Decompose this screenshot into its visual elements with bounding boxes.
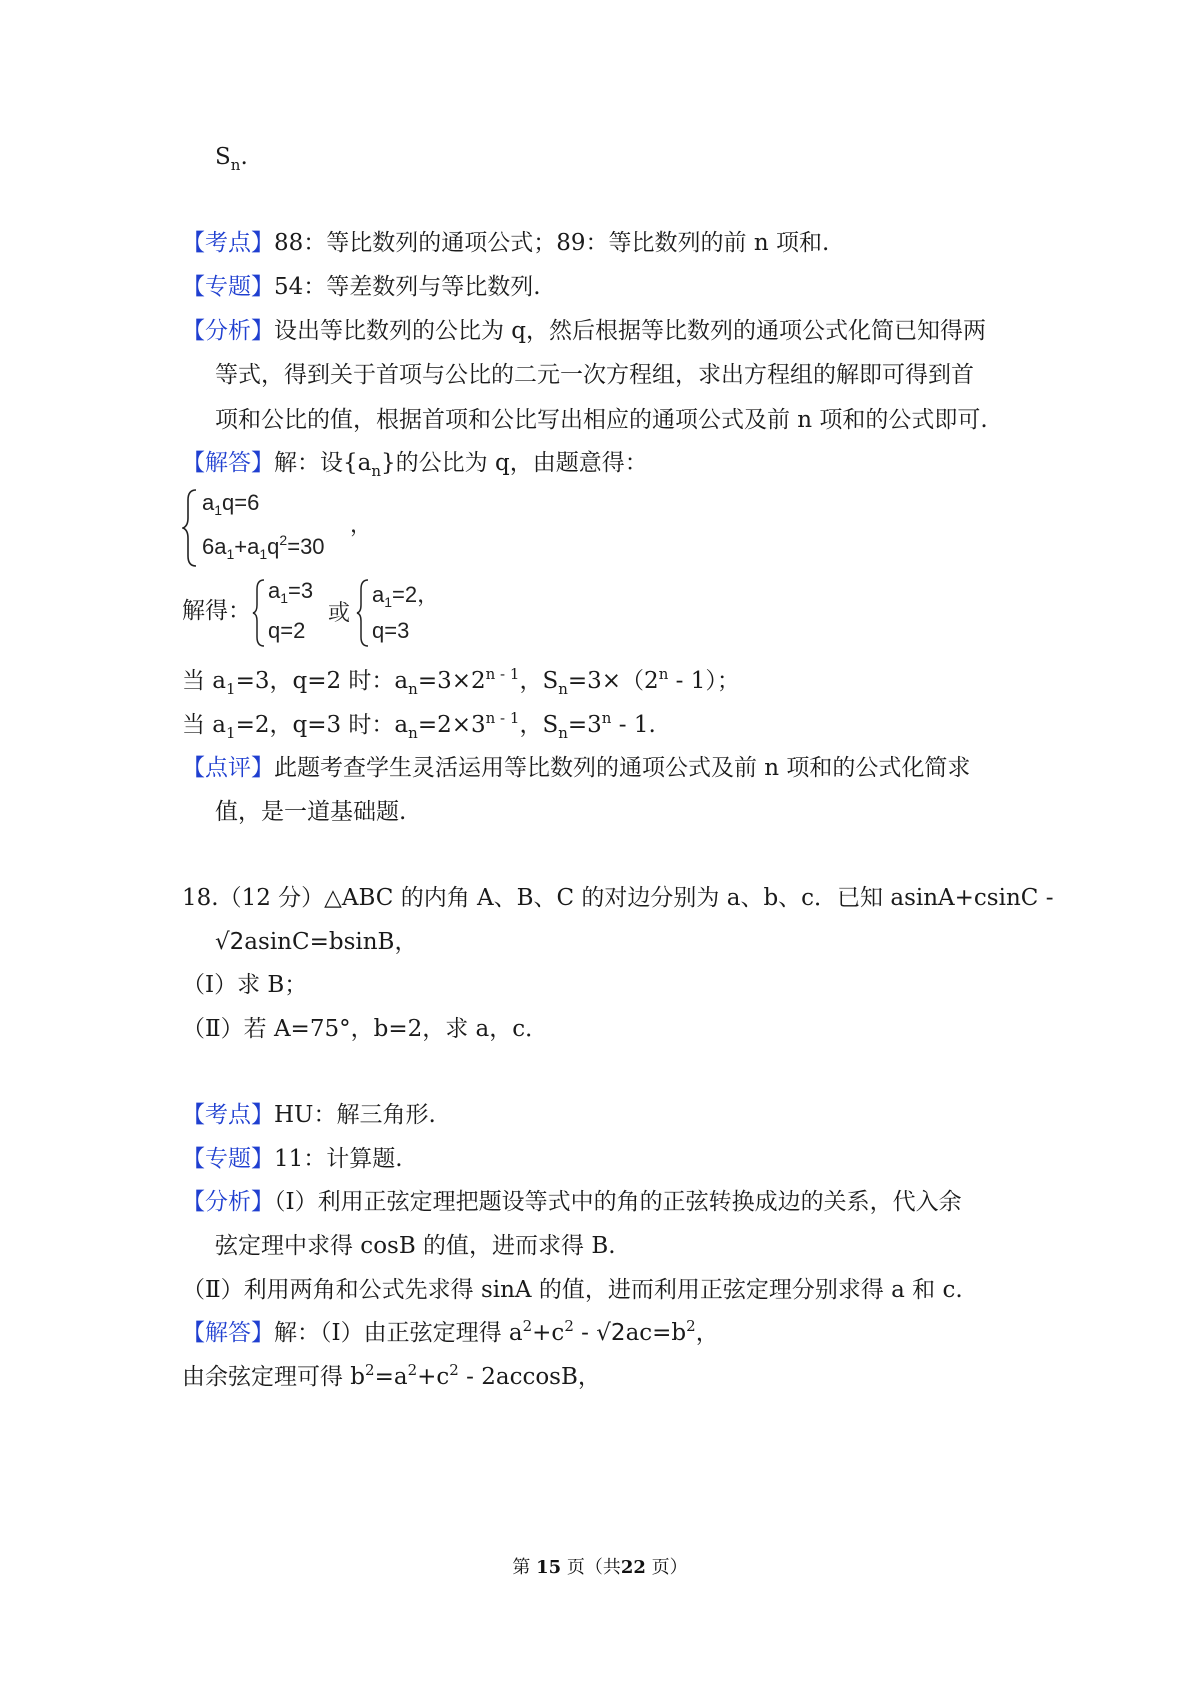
dianping-text: 此题考查学生灵活运用等比数列的通项公式及前 n 项和的公式化简求: [274, 755, 971, 781]
sysA-a: a: [268, 578, 281, 603]
sn-fragment: [215, 142, 248, 174]
fenxi-text: （Ⅰ）利用正弦定理把题设等式中的角的正弦转换成边的关系，代入余: [274, 1189, 962, 1215]
sysB-sub: 1: [384, 594, 393, 610]
sys1r2-a: 6a: [202, 534, 227, 559]
q17-jieda: [182, 448, 648, 480]
ln-p4: - 2accosB，: [458, 1364, 601, 1390]
page-number: 15: [536, 1557, 562, 1578]
zhuanti-tag: 【专题】: [182, 274, 274, 300]
sys1-row1: [202, 490, 259, 516]
c2-sub1: 1: [226, 724, 236, 742]
sys1r2-c: q: [267, 534, 280, 559]
sys1-row2: [202, 534, 325, 560]
footer-post: 页）: [651, 1557, 688, 1578]
sysB-row2: q=3: [372, 618, 410, 643]
kaodian-tag: 【考点】: [182, 230, 274, 256]
q17-dianping-line1: [182, 753, 970, 783]
ln-p1: 由余弦定理可得 b: [182, 1364, 366, 1390]
sysA-row2: q=2: [268, 618, 306, 643]
sn-symbol: S: [215, 144, 231, 170]
q18-title-line2: [215, 927, 417, 957]
jieda-text-a: 解：设{a: [274, 450, 372, 476]
jd-p3: -: [573, 1320, 597, 1346]
c1-p1: 当 a: [182, 668, 227, 694]
ln-sup3: 2: [449, 1361, 459, 1379]
page-footer: [0, 1553, 1200, 1579]
q18-title-line1: 18.（12 分）△ABC 的内角 A、B、C 的对边分别为 a、b、c．已知 asinA+csinC -: [182, 885, 1054, 911]
sysB-rest: =2: [392, 582, 418, 607]
q18-fenxi-line3: （Ⅱ）利用两角和公式先求得 sinA 的值，进而利用正弦定理分别求得 a 和 c.: [182, 1277, 963, 1303]
ln-sup2: 2: [407, 1361, 418, 1379]
zhuanti-tag: 【专题】: [182, 1146, 274, 1172]
c1-p6: - 1）；: [668, 668, 740, 694]
q17-fenxi-line1: [182, 316, 986, 346]
fenxi-text: 设出等比数列的公比为 q，然后根据等比数列的通项公式化简已知得两: [274, 318, 987, 344]
jd-sup2: 2: [564, 1317, 574, 1335]
q18-jieda: [182, 1318, 719, 1350]
q17-zhuanti: [182, 272, 541, 302]
jieda-text-b: }的公比为 q，由题意得：: [381, 450, 648, 476]
sysB-row1: [372, 578, 439, 609]
jd-p2: +c: [532, 1320, 565, 1346]
c2-sub2: n: [408, 724, 418, 742]
c2-sub3: n: [558, 724, 568, 742]
jd-sup3: 2: [686, 1317, 696, 1335]
jieda-sub: n: [371, 462, 382, 480]
sys1-rest: q=6: [222, 490, 260, 515]
q18-zhuanti: [182, 1144, 403, 1174]
jd-p5: ，: [695, 1320, 719, 1346]
left-brace-icon: [182, 488, 198, 568]
c1-p3: =3×2: [417, 668, 486, 694]
sysA-row1: [268, 578, 313, 604]
dianping-tag: 【点评】: [182, 755, 274, 781]
sys1r2-d: =30: [287, 534, 325, 559]
sys1-a: a: [202, 490, 215, 515]
ln-p3: +c: [417, 1364, 450, 1390]
c1-sub3: n: [558, 680, 568, 698]
fenxi-tag: 【分析】: [182, 1189, 274, 1215]
jd-p4: ac=b: [625, 1320, 687, 1346]
jieda-tag: 【解答】: [182, 1320, 274, 1346]
q18-fenxi-line1: [182, 1187, 962, 1217]
zhuanti-text: 11：计算题.: [274, 1146, 403, 1172]
q17-kaodian: [182, 228, 829, 258]
footer-mid: 页（共: [566, 1557, 621, 1578]
c2-p3: =2×3: [417, 712, 486, 738]
sys1r2-b: +a: [234, 534, 260, 559]
q17-fenxi-line2: 等式，得到关于首项与公比的二元一次方程组，求出方程组的解即可得到首: [215, 362, 974, 388]
q18-title-rest: asinC=bsinB，: [244, 929, 418, 955]
jd-p1: 解：（Ⅰ）由正弦定理得 a: [274, 1320, 523, 1346]
left-brace-icon: [356, 578, 370, 648]
equation-system-1: [182, 488, 382, 568]
q18-cosine-law-line: [182, 1362, 601, 1394]
sys1r2-sub1: 1: [226, 546, 235, 562]
zhuanti-text: 54：等差数列与等比数列.: [274, 274, 541, 300]
sqrt2-symbol: √2: [215, 929, 245, 955]
c1-p5: =3×（2: [567, 668, 659, 694]
sn-period: .: [240, 144, 248, 170]
sys1-comma: ，: [350, 512, 373, 537]
total-pages: 22: [620, 1557, 646, 1578]
q17-dianping-line2: 值，是一道基础题.: [215, 799, 407, 825]
jd-sup1: 2: [522, 1317, 533, 1335]
ln-p2: =a: [374, 1364, 408, 1390]
c2-p5: =3: [567, 712, 602, 738]
sysB-comma: ，: [417, 582, 440, 607]
c1-p2: =3，q=2 时：a: [235, 668, 409, 694]
q17-fenxi-line3: 项和公比的值，根据首项和公比写出相应的通项公式及前 n 项和的公式即可.: [215, 407, 988, 433]
sn-subscript: n: [230, 156, 241, 174]
equation-system-solutions: [252, 578, 452, 650]
kaodian-text: 88：等比数列的通项公式；89：等比数列的前 n 项和.: [274, 230, 830, 256]
c1-sub2: n: [408, 680, 418, 698]
kaodian-text: HU：解三角形.: [274, 1102, 436, 1128]
q18-part1: （Ⅰ）求 B；: [182, 972, 308, 998]
c2-p4: ，S: [519, 712, 559, 738]
sysA-sub: 1: [280, 590, 289, 606]
c1-sup1: n - 1: [485, 665, 520, 683]
c2-p2: =2，q=3 时：a: [235, 712, 409, 738]
sys1r2-sub2: 1: [259, 546, 268, 562]
q18-kaodian: [182, 1100, 436, 1130]
or-label: 或: [328, 601, 351, 626]
c1-sub1: 1: [226, 680, 236, 698]
sysA-rest: =3: [288, 578, 314, 603]
fenxi-tag: 【分析】: [182, 318, 274, 344]
c1-sup2: n: [658, 665, 669, 683]
c2-sup1: n - 1: [485, 709, 520, 727]
kaodian-tag: 【考点】: [182, 1102, 274, 1128]
q18-fenxi-line2: 弦定理中求得 cosB 的值，进而求得 B.: [215, 1233, 616, 1259]
footer-pre: 第: [512, 1557, 531, 1578]
jiede-label: 解得：: [182, 598, 251, 624]
c2-sup2: n: [601, 709, 612, 727]
ln-sup1: 2: [365, 1361, 375, 1379]
sysB-a: a: [372, 582, 385, 607]
c2-p6: - 1.: [611, 712, 656, 738]
q18-part2: （Ⅱ）若 A=75°，b=2，求 a，c．: [182, 1016, 549, 1042]
sqrt2-symbol: √2: [596, 1320, 626, 1346]
c1-p4: ，S: [519, 668, 559, 694]
sys1r2-sup: 2: [279, 532, 288, 548]
case-2-line: [182, 710, 656, 742]
sys1-sub: 1: [214, 502, 223, 518]
jieda-tag: 【解答】: [182, 450, 274, 476]
left-brace-icon: [252, 578, 266, 648]
c2-p1: 当 a: [182, 712, 227, 738]
case-1-line: [182, 666, 740, 698]
